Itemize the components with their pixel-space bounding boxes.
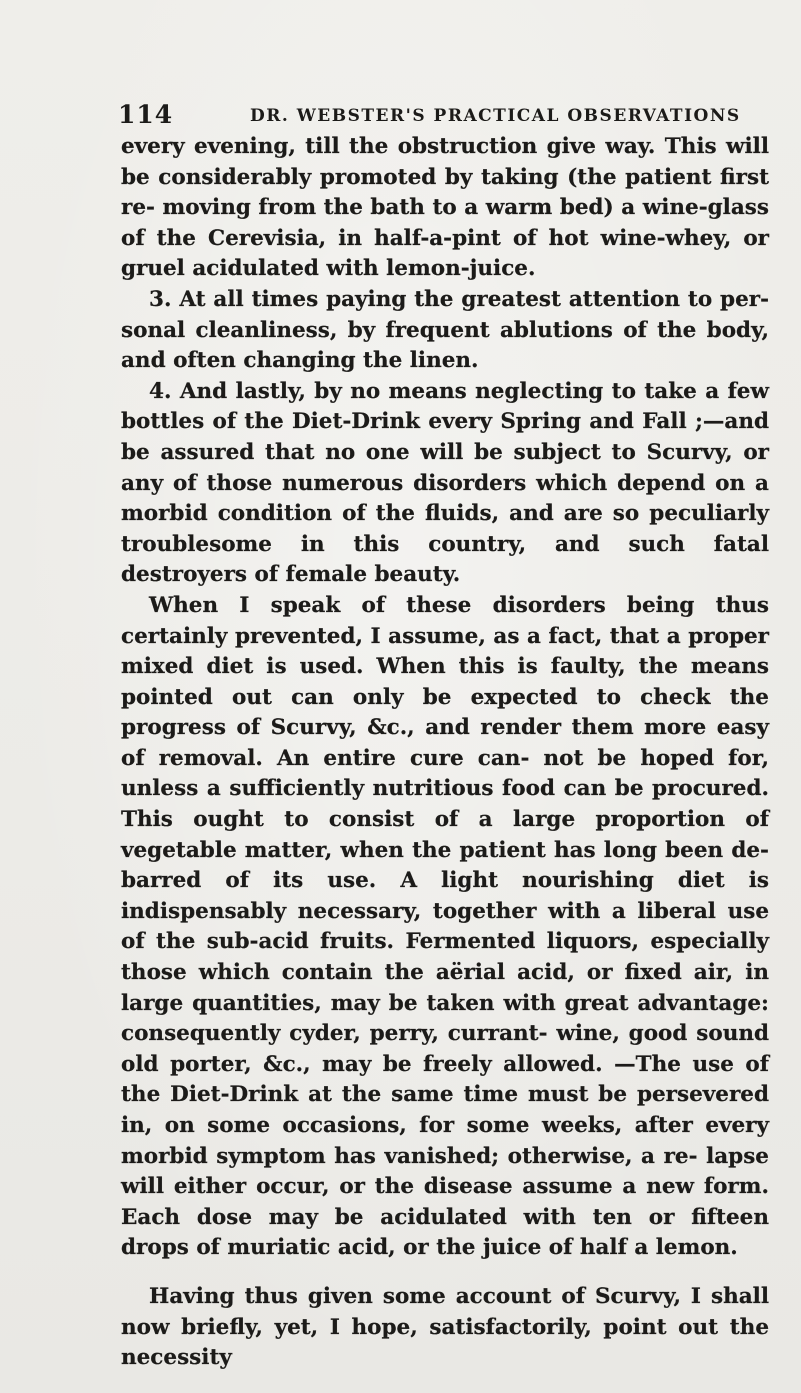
paragraph-continued: every evening, till the obstruction give way. This will be considerably promoted by taking (the patient first re- moving from the bath to a warm bed) a wine-glass of the Cerevisia, in half-a-pint of hot wine-whey, or gruel acidulated with lemon-juice.: [121, 134, 769, 282]
body-text: [121, 132, 769, 1374]
running-title: DR. WEBSTER'S PRACTICAL OBSERVATIONS: [250, 106, 741, 126]
paragraph-diet: When I speak of these disorders being thus certainly prevented, I assume, as a fact, that a proper mixed diet is used. When this is faulty, the means pointed out can only be expected to check the progress of Scurvy, &c., and render them more easy of removal. An entire cure can- not be hoped for, unless a sufficiently nutritious food can be procured. This ought to consist of a large proportion of vegetable matter, when the patient has long been de- barred of its use. A light nourishing diet is indispensably necessary, together with a liberal use of the sub-acid fruits. Fermented liquors, especially those which contain the aërial acid, or fixed air, in large quantities, may be taken with great advantage: consequently cyder, perry, currant- wine, good sound old porter, &c., may be freely allowed. —The use of the Diet-Drink at the same time must be persevered in, on some occasions, for some weeks, after every morbid symptom has vanished; otherwise, a re- lapse will either occur, or the disease assume a new form. Each dose may be acidulated with ten or fifteen drops of muriatic acid, or the juice of half a lemon.: [121, 592, 769, 1261]
paragraph-item-3: 3. At all times paying the greatest attention to per- sonal cleanliness, by frequent ablutions of the body, and often changing the linen.: [121, 286, 769, 374]
paragraph-item-4: 4. And lastly, by no means neglecting to take a few bottles of the Diet-Drink every Spring and Fall ;—and be assured that no one will be subject to Scurvy, or any of those numerous disorders which depend on a morbid condition of the fluids, and are so peculiarly troublesome in this country, and such fatal destroyers of female beauty.: [121, 378, 769, 588]
page-number: 114: [118, 100, 174, 129]
paragraph-closing: Having thus given some account of Scurvy, I shall now briefly, yet, I hope, satisfactorily, point out the necessity: [121, 1283, 769, 1371]
